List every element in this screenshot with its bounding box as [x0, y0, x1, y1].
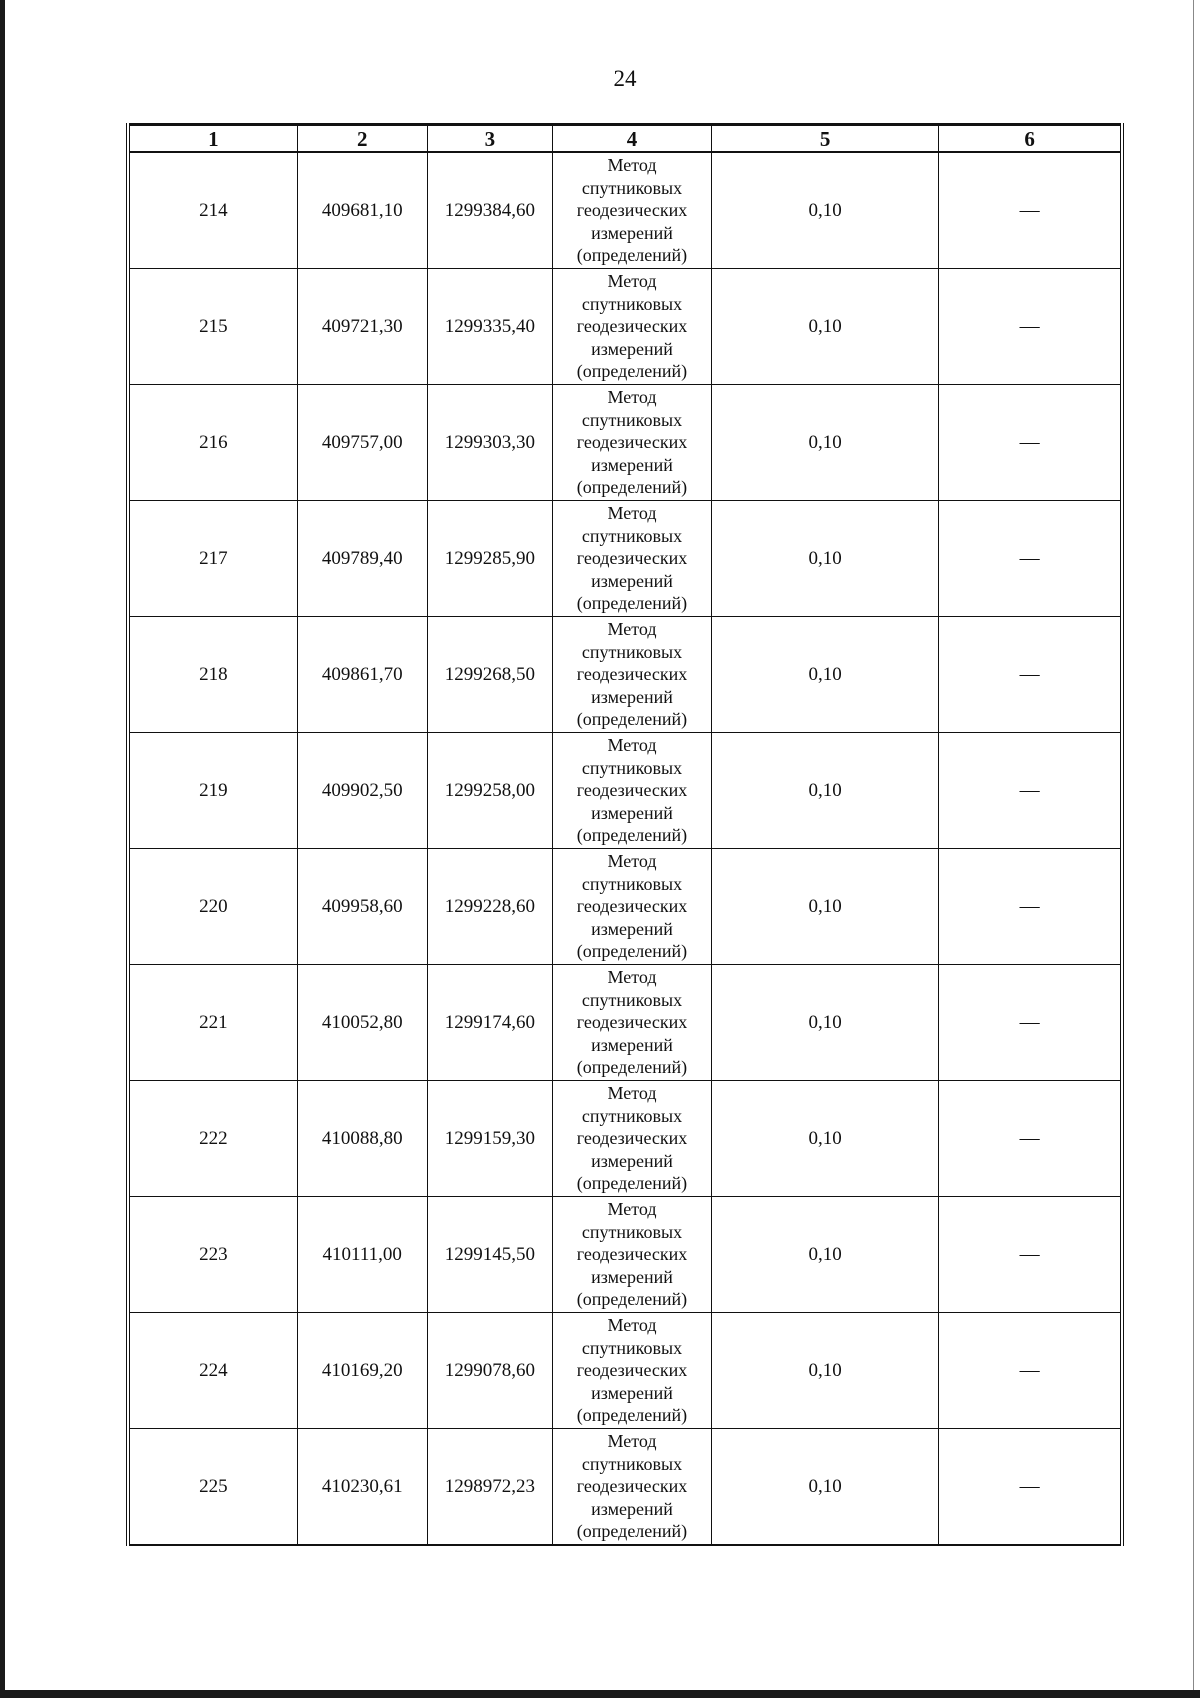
- note-text: —: [1019, 663, 1040, 685]
- note-cell: [939, 501, 1122, 617]
- method-text-line: геодезических: [576, 1128, 688, 1149]
- method-cell: [552, 617, 711, 733]
- x-coordinate-cell: [297, 269, 427, 385]
- y-coordinate-text: 1299268,50: [444, 663, 535, 685]
- note-text: —: [1019, 1475, 1040, 1497]
- y-coordinate-text: 1299335,40: [444, 315, 535, 337]
- method-cell: [552, 269, 711, 385]
- point-number-text: 220: [199, 895, 228, 917]
- accuracy-text: 0,10: [808, 431, 842, 453]
- method-text-line: (определений): [576, 477, 688, 498]
- point-number-text: 214: [199, 199, 228, 221]
- x-coordinate-text: 410088,80: [321, 1127, 403, 1149]
- accuracy-text: 0,10: [808, 779, 842, 801]
- accuracy-cell: [712, 965, 939, 1081]
- method-text-line: спутниковых: [581, 177, 683, 198]
- note-text: —: [1019, 1127, 1040, 1149]
- x-coordinate-text: 409681,10: [321, 199, 403, 221]
- note-cell: [939, 152, 1122, 269]
- method-text-line: спутниковых: [581, 989, 683, 1010]
- table-row: [128, 501, 1122, 617]
- method-text-line: геодезических: [576, 316, 688, 337]
- x-coordinate-cell: [297, 965, 427, 1081]
- method-text-line: геодезических: [576, 432, 688, 453]
- note-cell: [939, 385, 1122, 501]
- accuracy-text: 0,10: [808, 895, 842, 917]
- method-text-line: измерений: [591, 1266, 673, 1287]
- x-coordinate-text: 410169,20: [321, 1359, 403, 1381]
- x-coordinate-cell: [297, 1197, 427, 1313]
- method-text-line: спутниковых: [581, 525, 683, 546]
- method-text-line: (определений): [576, 593, 688, 614]
- table-row: [128, 1313, 1122, 1429]
- method-text-line: измерений: [591, 454, 673, 475]
- method-text-line: спутниковых: [581, 757, 683, 778]
- x-coordinate-text: 409902,50: [321, 779, 403, 801]
- note-cell: [939, 1197, 1122, 1313]
- x-coordinate-text: 409757,00: [321, 431, 403, 453]
- method-text-line: (определений): [576, 1289, 688, 1310]
- method-text-line: измерений: [591, 1150, 673, 1171]
- method-text-line: измерений: [591, 802, 673, 823]
- method-text-line: геодезических: [576, 200, 688, 221]
- accuracy-text: 0,10: [808, 663, 842, 685]
- method-text-line: Метод: [607, 1431, 657, 1452]
- accuracy-text: 0,10: [808, 1359, 842, 1381]
- method-text-line: спутниковых: [581, 873, 683, 894]
- method-text-line: (определений): [576, 245, 688, 266]
- x-coordinate-cell: [297, 501, 427, 617]
- method-text-line: геодезических: [576, 1476, 688, 1497]
- table-row: [128, 733, 1122, 849]
- method-text-line: Метод: [607, 271, 657, 292]
- point-number-cell: [128, 965, 297, 1081]
- method-text-line: (определений): [576, 1405, 688, 1426]
- x-coordinate-text: 410230,61: [321, 1475, 403, 1497]
- x-coordinate-cell: [297, 617, 427, 733]
- table-row: [128, 152, 1122, 269]
- note-text: —: [1019, 315, 1040, 337]
- table-row: [128, 849, 1122, 965]
- accuracy-text: 0,10: [808, 1475, 842, 1497]
- note-cell: [939, 269, 1122, 385]
- table-row: [128, 1429, 1122, 1546]
- note-cell: [939, 965, 1122, 1081]
- point-number-cell: [128, 733, 297, 849]
- x-coordinate-cell: [297, 733, 427, 849]
- y-coordinate-text: 1299145,50: [444, 1243, 535, 1265]
- method-text-line: Метод: [607, 1083, 657, 1104]
- table-header-row: [128, 125, 1122, 153]
- method-text-line: Метод: [607, 155, 657, 176]
- method-text-line: (определений): [576, 1057, 688, 1078]
- method-text-line: измерений: [591, 338, 673, 359]
- method-text-line: измерений: [591, 1498, 673, 1519]
- note-text: —: [1019, 1011, 1040, 1033]
- method-text-line: измерений: [591, 1034, 673, 1055]
- x-coordinate-text: 409789,40: [321, 547, 403, 569]
- accuracy-text: 0,10: [808, 1127, 842, 1149]
- method-text-line: Метод: [607, 967, 657, 988]
- method-text-line: геодезических: [576, 1360, 688, 1381]
- table-row: [128, 1081, 1122, 1197]
- accuracy-text: 0,10: [808, 1243, 842, 1265]
- point-number-text: 217: [199, 547, 228, 569]
- point-number-cell: [128, 617, 297, 733]
- scan-edge-right: [1193, 0, 1194, 1698]
- point-number-text: 221: [199, 1011, 228, 1033]
- coordinates-table: [126, 123, 1124, 1546]
- point-number-cell: [128, 385, 297, 501]
- accuracy-cell: [712, 733, 939, 849]
- x-coordinate-text: 410052,80: [321, 1011, 403, 1033]
- page-number: 24: [613, 66, 637, 91]
- scan-edge-bottom: [0, 1690, 1200, 1698]
- method-text-line: (определений): [576, 361, 688, 382]
- table-body: [128, 152, 1122, 1545]
- method-cell: [552, 849, 711, 965]
- column-header: 1: [128, 125, 297, 153]
- method-text-line: геодезических: [576, 1244, 688, 1265]
- point-number-cell: [128, 1081, 297, 1197]
- note-text: —: [1019, 1359, 1040, 1381]
- x-coordinate-cell: [297, 1313, 427, 1429]
- y-coordinate-text: 1299258,00: [444, 779, 535, 801]
- method-text-line: Метод: [607, 503, 657, 524]
- method-cell: [552, 152, 711, 269]
- accuracy-cell: [712, 152, 939, 269]
- method-text-line: геодезических: [576, 664, 688, 685]
- x-coordinate-text: 409721,30: [321, 315, 403, 337]
- method-text-line: Метод: [607, 851, 657, 872]
- method-text-line: измерений: [591, 1382, 673, 1403]
- method-text-line: спутниковых: [581, 293, 683, 314]
- x-coordinate-cell: [297, 1429, 427, 1546]
- scan-edge-left: [0, 0, 5, 1698]
- y-coordinate-text: 1299078,60: [444, 1359, 535, 1381]
- y-coordinate-cell: [427, 269, 552, 385]
- method-cell: [552, 385, 711, 501]
- y-coordinate-cell: [427, 1081, 552, 1197]
- accuracy-text: 0,10: [808, 547, 842, 569]
- method-text-line: (определений): [576, 1521, 688, 1542]
- method-cell: [552, 1313, 711, 1429]
- y-coordinate-cell: [427, 733, 552, 849]
- method-cell: [552, 501, 711, 617]
- point-number-text: 219: [199, 779, 228, 801]
- method-text-line: спутниковых: [581, 1221, 683, 1242]
- table-row: [128, 1197, 1122, 1313]
- method-text-line: измерений: [591, 222, 673, 243]
- note-text: —: [1019, 431, 1040, 453]
- y-coordinate-cell: [427, 1429, 552, 1546]
- note-cell: [939, 617, 1122, 733]
- x-coordinate-cell: [297, 849, 427, 965]
- y-coordinate-text: 1299228,60: [444, 895, 535, 917]
- table-row: [128, 965, 1122, 1081]
- y-coordinate-cell: [427, 965, 552, 1081]
- method-text-line: (определений): [576, 1173, 688, 1194]
- y-coordinate-cell: [427, 849, 552, 965]
- column-header: 3: [427, 125, 552, 153]
- method-text-line: Метод: [607, 1315, 657, 1336]
- accuracy-cell: [712, 385, 939, 501]
- x-coordinate-text: 410111,00: [322, 1243, 402, 1265]
- method-text-line: геодезических: [576, 1012, 688, 1033]
- note-cell: [939, 849, 1122, 965]
- method-text-line: Метод: [607, 735, 657, 756]
- note-text: —: [1019, 1243, 1040, 1265]
- point-number-text: 225: [199, 1475, 228, 1497]
- table-row: [128, 269, 1122, 385]
- column-header: 5: [712, 125, 939, 153]
- accuracy-cell: [712, 617, 939, 733]
- y-coordinate-text: 1299384,60: [444, 199, 535, 221]
- method-text-line: (определений): [576, 709, 688, 730]
- y-coordinate-cell: [427, 1313, 552, 1429]
- y-coordinate-cell: [427, 1197, 552, 1313]
- method-text-line: спутниковых: [581, 1105, 683, 1126]
- point-number-cell: [128, 1197, 297, 1313]
- point-number-text: 218: [199, 663, 228, 685]
- point-number-cell: [128, 501, 297, 617]
- method-cell: [552, 733, 711, 849]
- accuracy-cell: [712, 269, 939, 385]
- method-text-line: спутниковых: [581, 409, 683, 430]
- note-text: —: [1019, 895, 1040, 917]
- accuracy-text: 0,10: [808, 315, 842, 337]
- note-text: —: [1019, 199, 1040, 221]
- x-coordinate-cell: [297, 152, 427, 269]
- note-cell: [939, 1081, 1122, 1197]
- x-coordinate-text: 409958,60: [321, 895, 403, 917]
- point-number-text: 223: [199, 1243, 228, 1265]
- y-coordinate-text: 1298972,23: [444, 1475, 535, 1497]
- method-text-line: (определений): [576, 941, 688, 962]
- accuracy-text: 0,10: [808, 1011, 842, 1033]
- point-number-cell: [128, 152, 297, 269]
- column-header: 4: [552, 125, 711, 153]
- point-number-cell: [128, 1313, 297, 1429]
- y-coordinate-text: 1299159,30: [444, 1127, 535, 1149]
- note-text: —: [1019, 779, 1040, 801]
- method-text-line: Метод: [607, 1199, 657, 1220]
- accuracy-cell: [712, 1429, 939, 1546]
- y-coordinate-cell: [427, 152, 552, 269]
- point-number-text: 215: [199, 315, 228, 337]
- column-header: 6: [939, 125, 1122, 153]
- method-text-line: измерений: [591, 918, 673, 939]
- method-text-line: спутниковых: [581, 1453, 683, 1474]
- method-cell: [552, 965, 711, 1081]
- method-cell: [552, 1081, 711, 1197]
- method-text-line: Метод: [607, 619, 657, 640]
- x-coordinate-text: 409861,70: [321, 663, 403, 685]
- accuracy-cell: [712, 1081, 939, 1197]
- method-cell: [552, 1429, 711, 1546]
- method-text-line: спутниковых: [581, 641, 683, 662]
- method-text-line: геодезических: [576, 780, 688, 801]
- note-cell: [939, 733, 1122, 849]
- x-coordinate-cell: [297, 1081, 427, 1197]
- point-number-text: 224: [199, 1359, 228, 1381]
- method-cell: [552, 1197, 711, 1313]
- method-text-line: (определений): [576, 825, 688, 846]
- y-coordinate-cell: [427, 385, 552, 501]
- y-coordinate-text: 1299285,90: [444, 547, 535, 569]
- note-cell: [939, 1429, 1122, 1546]
- column-header: 2: [297, 125, 427, 153]
- point-number-cell: [128, 1429, 297, 1546]
- y-coordinate-text: 1299174,60: [444, 1011, 535, 1033]
- table-row: [128, 617, 1122, 733]
- method-text-line: измерений: [591, 570, 673, 591]
- method-text-line: Метод: [607, 387, 657, 408]
- point-number-cell: [128, 269, 297, 385]
- method-text-line: измерений: [591, 686, 673, 707]
- point-number-text: 216: [199, 431, 228, 453]
- accuracy-cell: [712, 1313, 939, 1429]
- accuracy-cell: [712, 1197, 939, 1313]
- accuracy-text: 0,10: [808, 199, 842, 221]
- method-text-line: спутниковых: [581, 1337, 683, 1358]
- accuracy-cell: [712, 849, 939, 965]
- note-text: —: [1019, 547, 1040, 569]
- method-text-line: геодезических: [576, 896, 688, 917]
- point-number-cell: [128, 849, 297, 965]
- y-coordinate-cell: [427, 501, 552, 617]
- y-coordinate-text: 1299303,30: [444, 431, 535, 453]
- method-text-line: геодезических: [576, 548, 688, 569]
- point-number-text: 222: [199, 1127, 228, 1149]
- y-coordinate-cell: [427, 617, 552, 733]
- x-coordinate-cell: [297, 385, 427, 501]
- note-cell: [939, 1313, 1122, 1429]
- table-row: [128, 385, 1122, 501]
- accuracy-cell: [712, 501, 939, 617]
